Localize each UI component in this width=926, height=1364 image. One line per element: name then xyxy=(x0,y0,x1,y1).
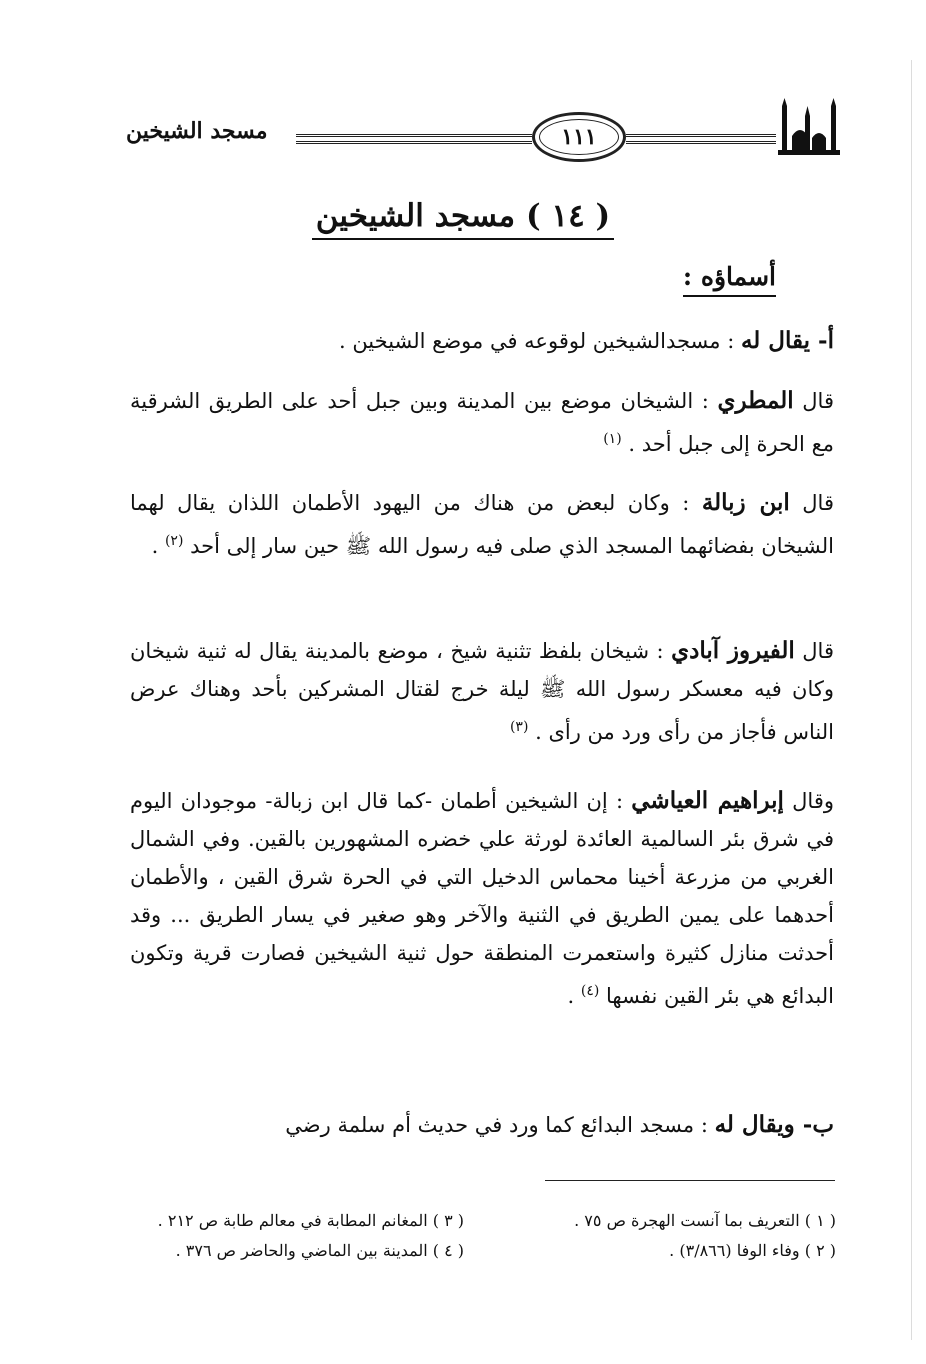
footnote-divider xyxy=(545,1180,835,1181)
footnote-3: ( ٣ ) المغانم المطابة في معالم طابة ص ٢١٢ . xyxy=(157,1211,464,1230)
page-number-badge xyxy=(532,112,626,162)
page-header xyxy=(120,96,840,176)
footnote-ref-4: (٤) xyxy=(580,983,600,999)
chapter-title-text: ( ١٤ ) مسجد الشيخين xyxy=(312,198,614,240)
para-ibn-zabala-end: . xyxy=(151,534,159,558)
para-ibn-zabala-text: : وكان لبعض من هناك من اليهود الأطمان اللذان يقال لهما الشيخان بفضائهما المسجد الذي صلى فيه رسول الله ﷺ حين سار إلى أحد xyxy=(130,491,834,558)
para-ayyashi-lead: إبراهيم العياشي xyxy=(631,787,784,814)
para-fairuzabadi-pre: قال xyxy=(794,639,834,663)
section-heading-names: أسماؤه : xyxy=(683,262,776,297)
chapter-title xyxy=(0,198,926,240)
page-edge-line xyxy=(911,60,912,1340)
para-fairuzabadi-text: : شيخان بلفظ تثنية شيخ ، موضع بالمدينة يقال له ثنية شيخان وكان فيه معسكر رسول الله ﷺ ليلة خرج لقتال المشركين بأحد وهناك عرض الناس فأجاز من رأى ورد من رأى . xyxy=(130,639,834,744)
header-rope-right xyxy=(626,134,776,144)
page-number: ١١١ xyxy=(561,124,597,150)
mosque-logo-icon xyxy=(778,98,840,156)
footnote-2: ( ٢ ) وفاء الوفا (٣/٨٦٦) . xyxy=(669,1241,836,1260)
para-a-lead: أ- يقال له xyxy=(740,327,834,354)
para-a-text: : مسجدالشيخين لوقوعه في موضع الشيخين . xyxy=(338,329,741,353)
para-ayyashi-end: . xyxy=(567,984,575,1008)
paragraph-b xyxy=(130,1106,834,1144)
running-title: مسجد الشيخين xyxy=(126,118,268,144)
footnote-4: ( ٤ ) المدينة بين الماضي والحاضر ص ٣٧٦ . xyxy=(175,1241,464,1260)
para-mutari-pre: قال xyxy=(793,389,834,413)
paragraph-mutari xyxy=(130,382,834,463)
para-mutari-lead: المطري xyxy=(717,387,794,414)
paragraph-a xyxy=(130,322,834,360)
header-rope-left xyxy=(296,134,532,144)
para-b-lead: ب- ويقال له xyxy=(714,1111,834,1138)
para-ibn-zabala-lead: ابن زبالة xyxy=(701,489,790,516)
footnote-ref-2: (٢) xyxy=(164,533,184,549)
para-fairuzabadi-lead: الفيروز آبادي xyxy=(671,637,795,664)
paragraph-fairuzabadi xyxy=(130,632,834,751)
footnote-1: ( ١ ) التعريف بما آنست الهجرة ص ٧٥ . xyxy=(574,1211,836,1230)
para-ibn-zabala-pre: قال xyxy=(789,491,834,515)
footnote-ref-1: (١) xyxy=(603,431,622,447)
paragraph-ayyashi xyxy=(130,782,834,1015)
paragraph-ibn-zabala xyxy=(130,484,834,565)
footnote-ref-3: (٣) xyxy=(509,719,529,735)
para-ayyashi-pre: وقال xyxy=(783,789,835,813)
para-b-text: : مسجد البدائع كما ورد في حديث أم سلمة رضي xyxy=(285,1113,715,1137)
para-ayyashi-text: : إن الشيخين أطمان -كما قال ابن زبالة- موجودان اليوم في شرق بئر السالمية العائدة لورثة علي خضره المشهورين بالقين. وفي الشمال الغربي من مزرعة أخينا محماس الدخيل التي في الحرة شرق القين ، والأطمان أحدهما على يمين الطريق في الثنية والآخر وهو صغير في يسار الطريق ... وقد أحدثت منازل كثيرة واستعمرت المنطقة حول ثنية الشيخين فصارت قرية وتكون البدائع هي بئر القين نفسها xyxy=(130,789,834,1008)
para-mutari-text: : الشيخان موضع بين المدينة وبين جبل أحد على الطريق الشرقية مع الحرة إلى جبل أحد . xyxy=(130,389,834,456)
